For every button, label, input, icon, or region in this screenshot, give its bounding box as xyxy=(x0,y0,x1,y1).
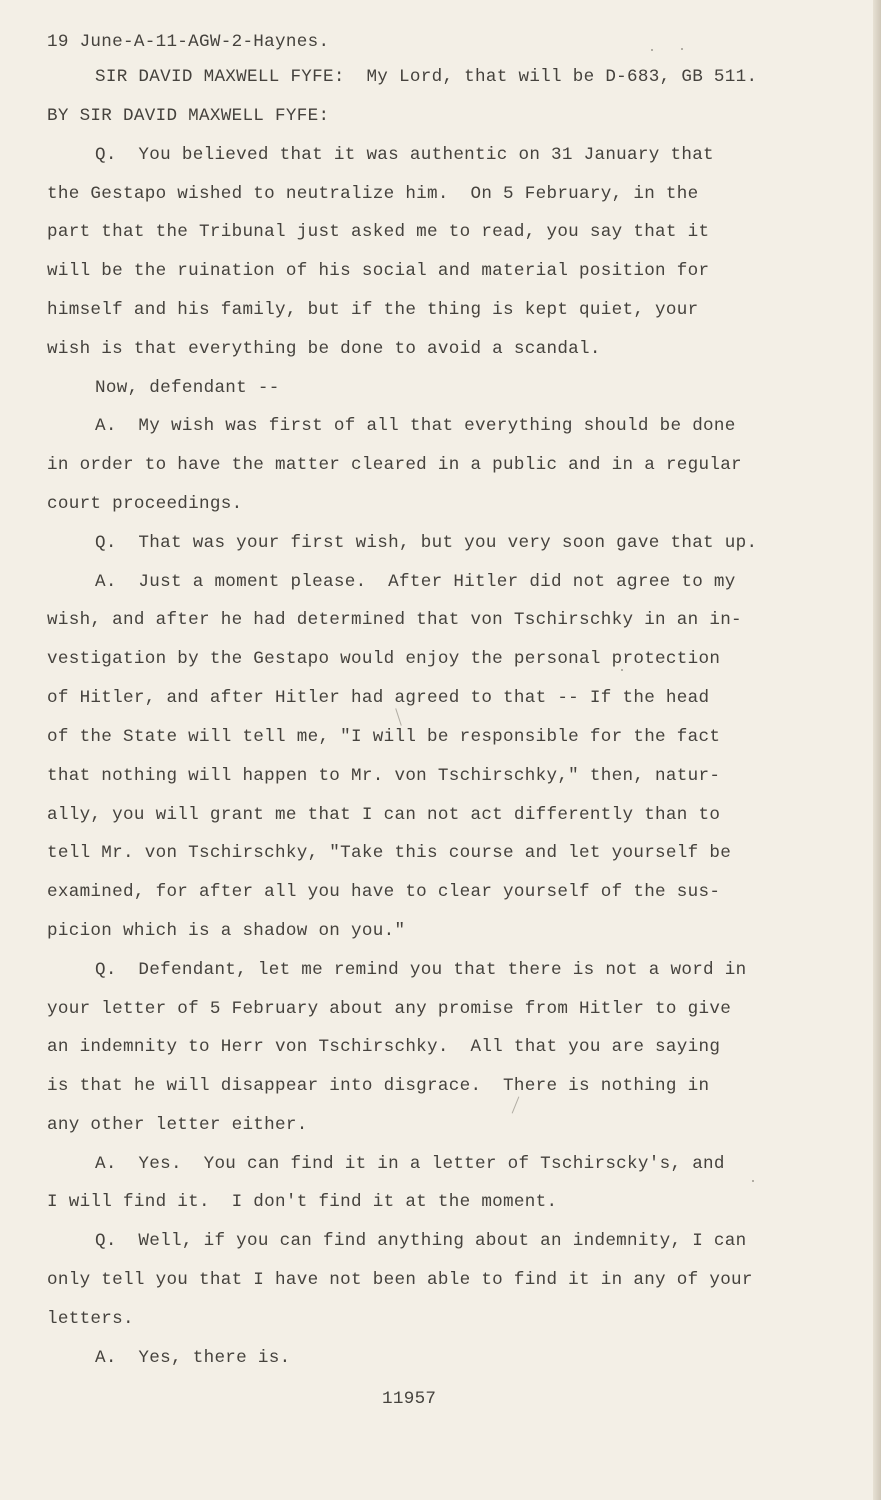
text-line: any other letter either. xyxy=(47,1115,308,1135)
text-line: A. Yes. You can find it in a letter of Tschirscky's, and xyxy=(95,1154,725,1174)
text-line: ally, you will grant me that I can not act differently than to xyxy=(47,805,721,825)
text-line: that nothing will happen to Mr. von Tschirschky," then, natur- xyxy=(47,766,721,786)
text-line: an indemnity to Herr von Tschirschky. All that you are saying xyxy=(47,1037,721,1057)
text-line: the Gestapo wished to neutralize him. On 5 February, in the xyxy=(47,184,699,204)
text-line: letters. xyxy=(47,1309,134,1329)
text-line: only tell you that I have not been able to find it in any of your xyxy=(47,1270,753,1290)
text-line: himself and his family, but if the thing is kept quiet, your xyxy=(47,300,699,320)
text-line: I will find it. I don't find it at the moment. xyxy=(47,1192,558,1212)
text-line: Now, defendant -- xyxy=(95,378,280,398)
text-line: of Hitler, and after Hitler had agreed to that -- If the head xyxy=(47,688,710,708)
text-line: examined, for after all you have to clear yourself of the sus- xyxy=(47,882,721,902)
text-line: SIR DAVID MAXWELL FYFE: My Lord, that will be D-683, GB 511. xyxy=(95,67,758,87)
pencil-mark xyxy=(512,1096,520,1113)
text-line: court proceedings. xyxy=(47,494,243,514)
text-line: A. Just a moment please. After Hitler did not agree to my xyxy=(95,572,736,592)
page-number: 11957 xyxy=(382,1389,437,1409)
text-line: Q. That was your first wish, but you very soon gave that up. xyxy=(95,533,758,553)
text-line: Q. Defendant, let me remind you that there is not a word in xyxy=(95,960,747,980)
text-line: wish is that everything be done to avoid a scandal. xyxy=(47,339,601,359)
text-line: BY SIR DAVID MAXWELL FYFE: xyxy=(47,106,330,126)
text-line: will be the ruination of his social and material position for xyxy=(47,261,710,281)
pencil-mark xyxy=(395,708,402,725)
text-line: in order to have the matter cleared in a public and in a regular xyxy=(47,455,742,475)
ink-speck xyxy=(651,49,653,51)
text-line: your letter of 5 February about any promise from Hitler to give xyxy=(47,999,732,1019)
text-line: part that the Tribunal just asked me to read, you say that it xyxy=(47,222,710,242)
text-line: Q. Well, if you can find anything about an indemnity, I can xyxy=(95,1231,747,1251)
text-line: A. Yes, there is. xyxy=(95,1348,291,1368)
text-line: wish, and after he had determined that von Tschirschky in an in- xyxy=(47,610,742,630)
text-line: tell Mr. von Tschirschky, "Take this course and let yourself be xyxy=(47,843,732,863)
text-line: is that he will disappear into disgrace. There is nothing in xyxy=(47,1076,710,1096)
text-line: Q. You believed that it was authentic on 31 January that xyxy=(95,145,714,165)
text-line: picion which is a shadow on you." xyxy=(47,921,406,941)
ink-speck xyxy=(752,1180,754,1182)
text-line: of the State will tell me, "I will be responsible for the fact xyxy=(47,727,721,747)
text-line: A. My wish was first of all that everything should be done xyxy=(95,416,736,436)
page-header: 19 June-A-11-AGW-2-Haynes. xyxy=(47,32,330,52)
text-line: vestigation by the Gestapo would enjoy the personal protection xyxy=(47,649,721,669)
page-edge-shadow xyxy=(873,0,881,1500)
ink-speck xyxy=(621,669,623,671)
ink-speck xyxy=(681,48,683,50)
